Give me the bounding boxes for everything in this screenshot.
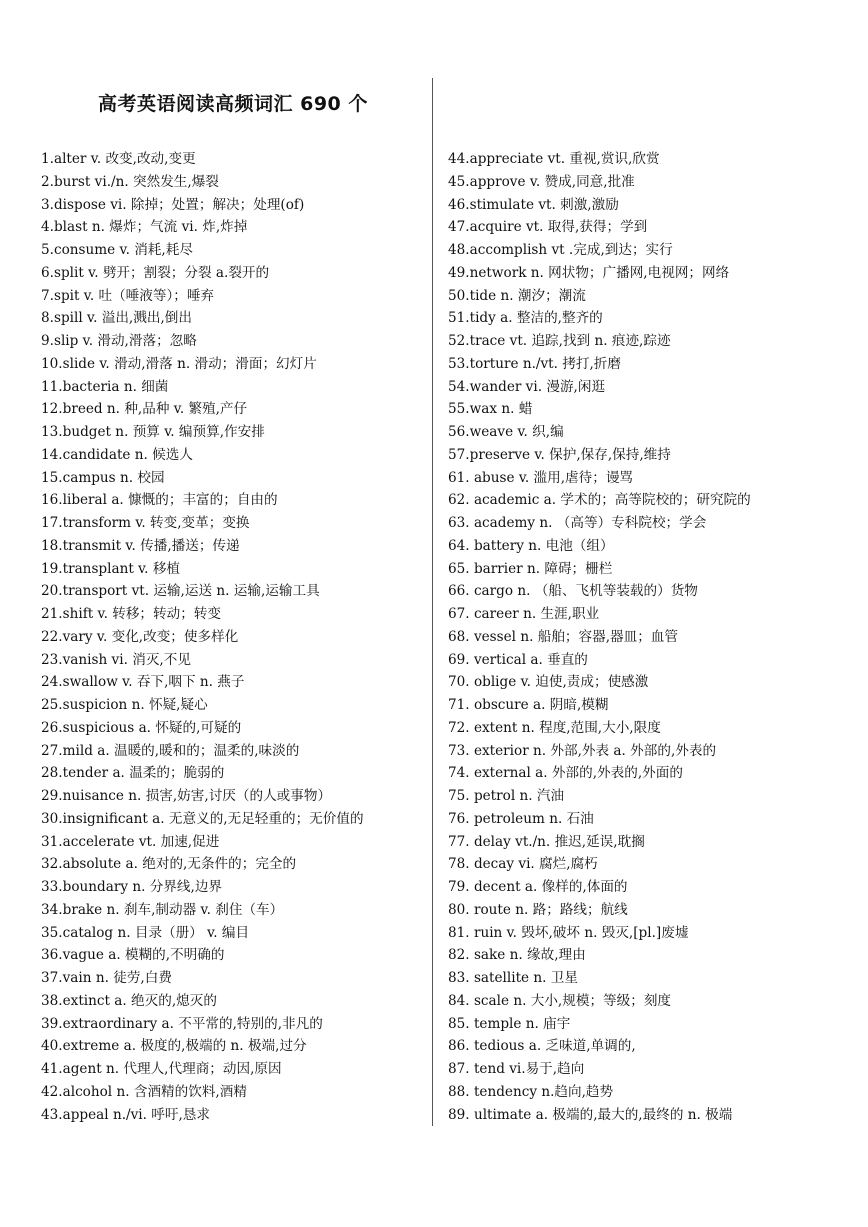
- vocab-entry: 45.approve v. 赞成,同意,批准: [448, 173, 635, 190]
- vocab-entry: 4.blast n. 爆炸；气流 vi. 炸,炸掉: [41, 219, 248, 236]
- vocab-entry: 1.alter v. 改变,改动,变更: [41, 151, 196, 167]
- vocab-entry: 30.insignificant a. 无意义的,无足轻重的；无价值的: [41, 810, 364, 827]
- vocab-entry: 50.tide n. 潮汐；潮流: [448, 287, 586, 304]
- vocab-entry: 65. barrier n. 障碍；栅栏: [448, 560, 613, 577]
- vocab-entry: 11.bacteria n. 细菌: [41, 378, 169, 395]
- vocab-entry: 55.wax n. 蜡: [448, 401, 533, 418]
- vocab-entry: 76. petroleum n. 石油: [448, 810, 594, 827]
- vocab-entry: 81. ruin v. 毁坏,破坏 n. 毁灭,[pl.]废墟: [448, 924, 689, 941]
- vocab-entry: 85. temple n. 庙宇: [448, 1015, 571, 1032]
- vocab-entry: 28.tender a. 温柔的；脆弱的: [41, 765, 225, 782]
- vocab-entry: 86. tedious a. 乏味道,单调的,: [448, 1038, 636, 1055]
- vocab-entry: 54.wander vi. 漫游,闲逛: [448, 378, 606, 395]
- vocab-entry: 32.absolute a. 绝对的,无条件的；完全的: [41, 856, 297, 873]
- vocab-entry: 56.weave v. 织,编: [448, 424, 564, 440]
- vocab-entry: 62. academic a. 学术的；高等院校的；研究院的: [448, 492, 751, 509]
- vocab-entry: 43.appeal n./vi. 呼吁,恳求: [41, 1106, 210, 1123]
- vocab-entry: 42.alcohol n. 含酒精的饮料,酒精: [41, 1083, 247, 1100]
- vocab-entry: 20.transport vt. 运输,运送 n. 运输,运输工具: [41, 583, 320, 600]
- vocab-entry: 44.appreciate vt. 重视,赏识,欣赏: [448, 151, 660, 167]
- vocab-entry: 5.consume v. 消耗,耗尽: [41, 242, 193, 258]
- vocab-entry: 80. route n. 路；路线；航线: [448, 901, 628, 918]
- vocab-entry: 83. satellite n. 卫星: [448, 970, 578, 986]
- vocab-entry: 46.stimulate vt. 刺激,激励: [448, 196, 619, 213]
- vocab-entry: 17.transform v. 转变,变革；变换: [41, 515, 250, 531]
- vocab-entry: 31.accelerate vt. 加速,促进: [41, 833, 220, 850]
- vocab-entry: 37.vain n. 徒劳,白费: [41, 970, 172, 986]
- vocab-entry: 49.network n. 网状物；广播网,电视网；网络: [448, 264, 730, 281]
- vocab-entry: 88. tendency n.趋向,趋势: [448, 1083, 614, 1100]
- vocab-entry: 72. extent n. 程度,范围,大小,限度: [448, 719, 661, 736]
- vocab-entry: 74. external a. 外部的,外表的,外面的: [448, 765, 683, 782]
- vocab-entry: 33.boundary n. 分界线,边界: [41, 879, 223, 895]
- vocab-entry: 70. oblige v. 迫使,责成；使感激: [448, 674, 649, 691]
- vocab-entry: 40.extreme a. 极度的,极端的 n. 极端,过分: [41, 1038, 307, 1055]
- vocab-entry: 41.agent n. 代理人,代理商；动因,原因: [41, 1061, 282, 1077]
- vocab-entry: 87. tend vi.易于,趋向: [448, 1061, 585, 1077]
- vocab-entry: 63. academy n. （高等）专科院校；学会: [448, 515, 707, 531]
- vocab-entry: 78. decay vi. 腐烂,腐朽: [448, 856, 598, 873]
- vocab-entry: 3.dispose vi. 除掉；处置；解决；处理(of): [41, 196, 305, 213]
- vocab-entry: 36.vague a. 模糊的,不明确的: [41, 947, 225, 964]
- vocab-entry: 75. petrol n. 汽油: [448, 788, 565, 804]
- vocab-entry: 79. decent a. 像样的,体面的: [448, 879, 628, 895]
- vocab-entry: 16.liberal a. 慷慨的；丰富的；自由的: [41, 492, 278, 509]
- vocab-entry: 73. exterior n. 外部,外表 a. 外部的,外表的: [448, 742, 717, 759]
- vocab-entry: 6.split v. 劈开；割裂；分裂 a.裂开的: [41, 264, 270, 281]
- vocab-entry: 69. vertical a. 垂直的: [448, 651, 588, 668]
- vocab-entry: 48.accomplish vt .完成,到达；实行: [448, 242, 673, 258]
- vocab-entry: 34.brake n. 刹车,制动器 v. 刹住（车）: [41, 901, 284, 918]
- vocab-entry: 23.vanish vi. 消灭,不见: [41, 651, 191, 668]
- vocab-entry: 53.torture n./vt. 拷打,折磨: [448, 355, 621, 372]
- vocab-entry: 26.suspicious a. 怀疑的,可疑的: [41, 719, 242, 736]
- vocab-entry: 27.mild a. 温暖的,暖和的；温柔的,味淡的: [41, 742, 300, 759]
- vocab-entry: 7.spit v. 吐（唾液等）；唾弃: [41, 287, 215, 304]
- vocab-entry: 38.extinct a. 绝灭的,熄灭的: [41, 992, 217, 1009]
- vocab-entry: 39.extraordinary a. 不平常的,特别的,非凡的: [41, 1015, 323, 1032]
- vocab-entry: 68. vessel n. 船舶；容器,器皿；血管: [448, 628, 678, 645]
- document-title: 高考英语阅读高频词汇 690 个: [98, 93, 368, 115]
- vocab-entry: 47.acquire vt. 取得,获得；学到: [448, 219, 648, 236]
- vocab-entry: 52.trace vt. 追踪,找到 n. 痕迹,踪迹: [448, 333, 671, 349]
- vocab-entry: 9.slip v. 滑动,滑落；忽略: [41, 333, 197, 349]
- vocab-entry: 14.candidate n. 候选人: [41, 446, 193, 463]
- vocab-entry: 13.budget n. 预算 v. 编预算,作安排: [41, 424, 265, 440]
- vocab-list-right: [448, 148, 848, 1126]
- vocab-entry: 67. career n. 生涯,职业: [448, 606, 600, 622]
- vocab-entry: 84. scale n. 大小,规模；等级；刻度: [448, 992, 672, 1009]
- vocab-entry: 57.preserve v. 保护,保存,保持,维持: [448, 446, 671, 463]
- vocab-entry: 12.breed n. 种,品种 v. 繁殖,产仔: [41, 401, 248, 418]
- vocab-list-left: [41, 148, 426, 1126]
- vocab-entry: 15.campus n. 校园: [41, 469, 165, 486]
- vocab-entry: 19.transplant v. 移植: [41, 560, 181, 577]
- column-divider: [432, 78, 433, 1126]
- vocab-entry: 89. ultimate a. 极端的,最大的,最终的 n. 极端: [448, 1106, 733, 1123]
- vocab-entry: 25.suspicion n. 怀疑,疑心: [41, 697, 208, 713]
- vocab-entry: 29.nuisance n. 损害,妨害,讨厌（的人或事物）: [41, 788, 332, 804]
- vocab-entry: 22.vary v. 变化,改变；使多样化: [41, 628, 239, 645]
- vocab-entry: 21.shift v. 转移；转动；转变: [41, 606, 221, 622]
- vocab-entry: 82. sake n. 缘故,理由: [448, 947, 586, 964]
- vocab-entry: 51.tidy a. 整洁的,整齐的: [448, 310, 603, 327]
- vocab-entry: 61. abuse v. 滥用,虐待；谩骂: [448, 469, 634, 486]
- vocab-entry: 66. cargo n. （船、飞机等装载的）货物: [448, 583, 698, 600]
- vocab-entry: 18.transmit v. 传播,播送；传递: [41, 537, 240, 554]
- vocab-entry: 24.swallow v. 吞下,咽下 n. 燕子: [41, 674, 245, 691]
- vocab-entry: 2.burst vi./n. 突然发生,爆裂: [41, 173, 219, 190]
- vocab-entry: 77. delay vt./n. 推迟,延误,耽搁: [448, 833, 645, 850]
- vocab-entry: 64. battery n. 电池（组）: [448, 537, 614, 554]
- vocab-entry: 8.spill v. 溢出,溅出,倒出: [41, 310, 192, 327]
- vocab-entry: 71. obscure a. 阴暗,模糊: [448, 697, 609, 713]
- vocab-entry: 35.catalog n. 目录（册） v. 编目: [41, 924, 250, 941]
- vocab-entry: 10.slide v. 滑动,滑落 n. 滑动；滑面；幻灯片: [41, 355, 317, 372]
